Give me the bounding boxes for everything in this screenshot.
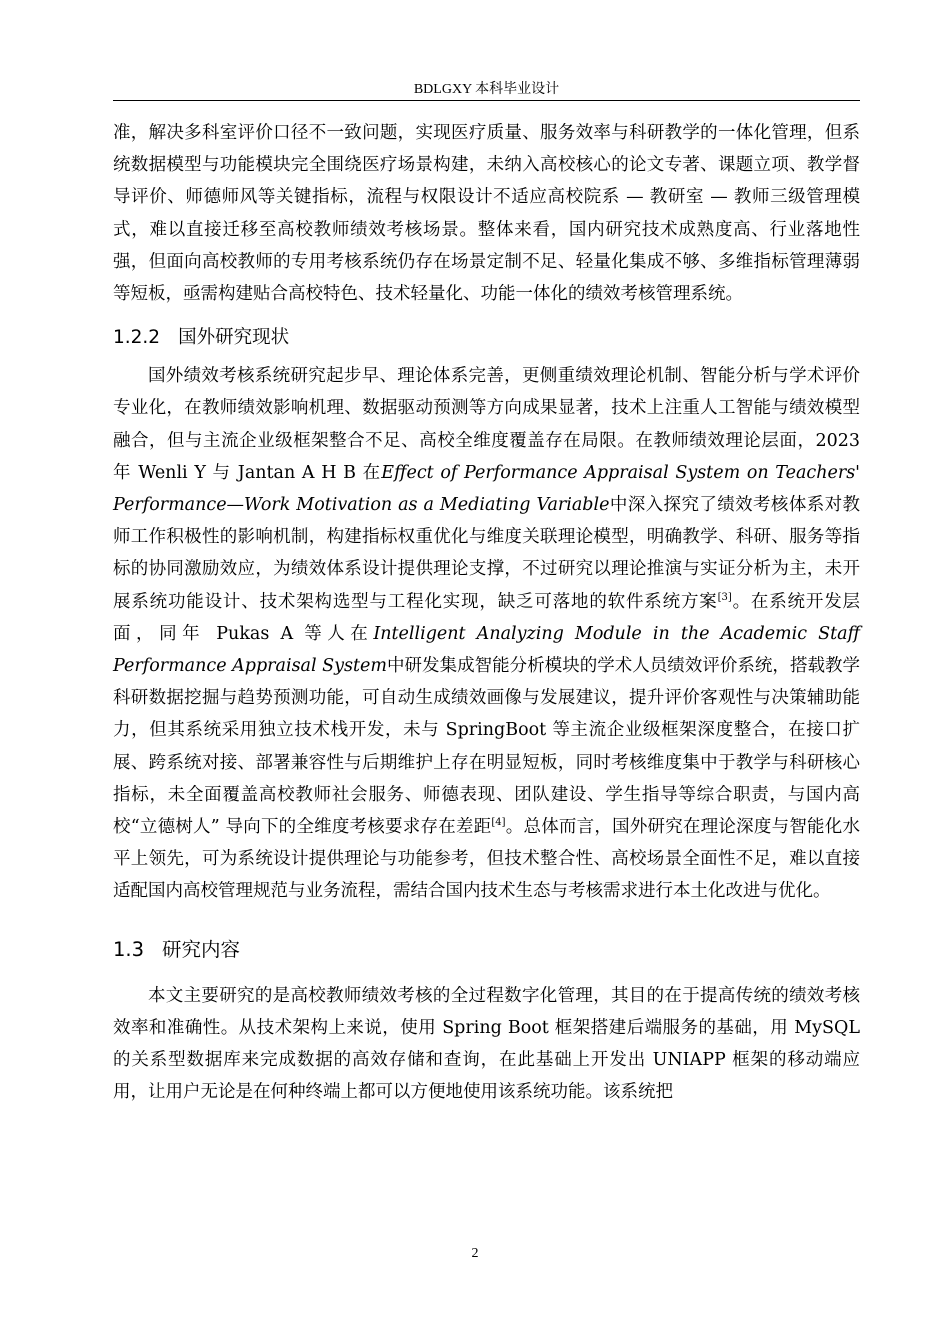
- paragraph-research-content: 本文主要研究的是高校教师绩效考核的全过程数字化管理，其目的在于提高传统的绩效考核效率和准确性。从技术架构上来说，使用 Spring Boot 框架搭建后端服务的基础，用 MySQL 的关系型数据库来完成数据的高效存储和查询，在此基础上开发出 UNIAPP 框架的移动端应用，让用户无论是在何种终端上都可以方便地使用该系统功能。该系统把: [113, 985, 860, 1103]
- page-header: BDLGXY 本科毕业设计: [413, 82, 560, 97]
- section-heading-1-3: [113, 934, 860, 966]
- section-number: 1.2.2: [113, 327, 161, 349]
- page-number: 2: [471, 1246, 479, 1261]
- section-heading-1-2-2: [113, 322, 860, 354]
- text-run: 国外绩效考核系统研究起步早、理论体系完善，更侧重绩效理论机制、智能分析与学术评价专业化，在教师绩效影响机理、数据驱动预测等方向成果显著，技术上注重人工智能与绩效模型融合，但与主流企业级框架整合不足、高校全维度覆盖存在局限。在教师绩效理论层面，2023 年 Wenli Y 与 Jantan A H B 在: [113, 366, 860, 483]
- text-run: 。总体而言，国外研究在理论深度与智能化水平上领先，可为系统设计提供理论与功能参考，但技术整合性、高校场景全面性不足，难以直接适配国内高校管理规范与业务流程，需结合国内技术生态与考核需求进行本土化改进与优化。: [113, 817, 860, 902]
- section-number: 1.3: [113, 937, 145, 961]
- citation-ref: [4]: [491, 817, 506, 829]
- cited-title: Intelligent Analyzing Module in the Academic Staff Performance Appraisal System: [113, 623, 861, 677]
- document-body: [113, 117, 860, 1108]
- text-run: 中研发集成智能分析模块的学术人员绩效评价系统，搭载教学科研数据挖掘与趋势预测功能，可自动生成绩效画像与发展建议，提升评价客观性与决策辅助能力，但其系统采用独立技术栈开发，未与 SpringBoot 等主流企业级框架深度整合，在接口扩展、跨系统对接、部署兼容性与后期维护上存在明显短板，同时考核维度集中于教学与科研核心指标，未全面覆盖高校教师社会服务、师德表现、团队建设、学生指导等综合职责，与国内高校“立德树人” 导向下的全维度考核要求存在差距: [113, 656, 860, 838]
- text-run: 。在系统开发层面，同年 Pukas A 等人在: [113, 591, 861, 644]
- paragraph-foreign-research: [113, 360, 860, 907]
- section-title: 国外研究现状: [178, 327, 290, 349]
- cited-title: Effect of Performance Appraisal System on Teachers' Performance—Work Motivation as a Mediating Variable: [113, 462, 860, 516]
- citation-ref: [3]: [717, 591, 732, 603]
- paragraph-continuation: 准，解决多科室评价口径不一致问题，实现医疗质量、服务效率与科研教学的一体化管理，但系统数据模型与功能模块完全围绕医疗场景构建，未纳入高校核心的论文专著、课题立项、教学督导评价、师德师风等关键指标，流程与权限设计不适应高校院系 — 教研室 — 教师三级管理模式，难以直接迁移至高校教师绩效考核场景。整体来看，国内研究技术成熟度高、行业落地性强，但面向高校教师的专用考核系统仍存在场景定制不足、轻量化集成不够、多维指标管理薄弱等短板，亟需构建贴合高校特色、技术轻量化、功能一体化的绩效考核管理系统。: [113, 123, 860, 305]
- text-run: 中深入探究了绩效考核体系对教师工作积极性的影响机制，构建指标权重优化与维度关联理论模型，明确教学、科研、服务等指标的协同激励效应，为绩效体系设计提供理论支撑，不过研究以理论推演与实证分析为主，未开展系统功能设计、技术架构选型与工程化实现，缺乏可落地的软件系统方案: [113, 495, 861, 612]
- header-divider: [113, 100, 860, 101]
- section-title: 研究内容: [162, 937, 241, 961]
